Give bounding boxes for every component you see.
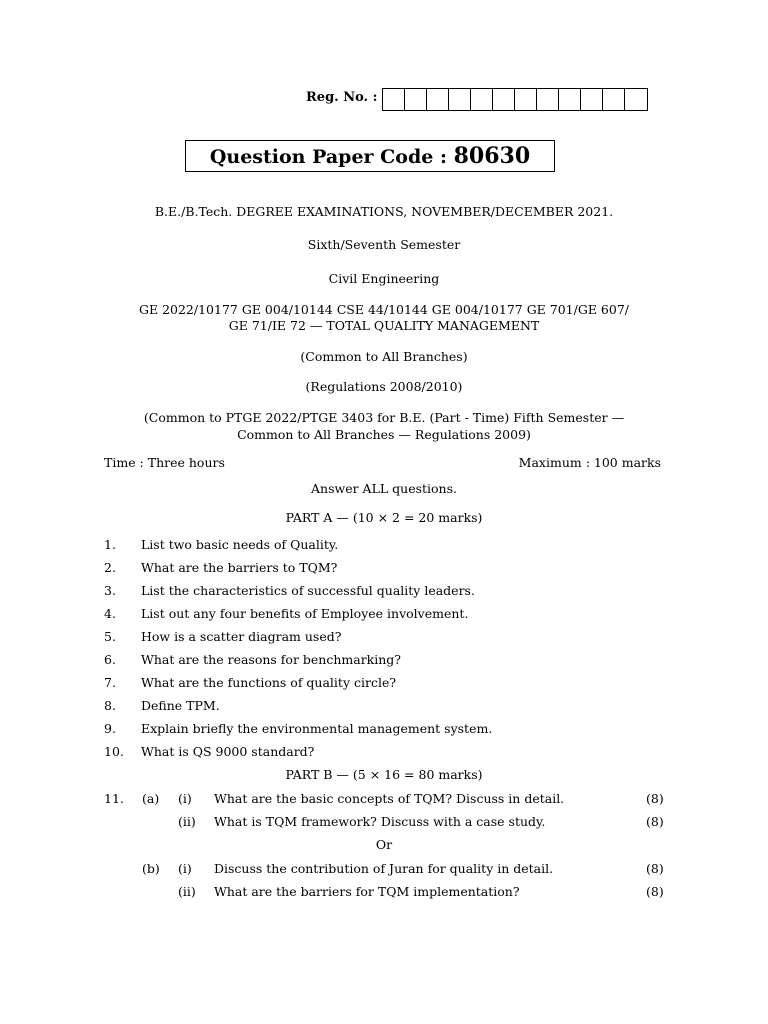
- question-paper-code-box: [185, 140, 555, 172]
- max-marks-label: Maximum : 100 marks: [518, 455, 661, 470]
- regulations: (Regulations 2008/2010): [305, 379, 463, 394]
- reg-no-box: [449, 89, 471, 110]
- reg-no-box: [515, 89, 537, 110]
- marks: (8): [646, 861, 664, 876]
- question-text: List two basic needs of Quality.: [141, 537, 339, 552]
- question-number: 4.: [104, 606, 116, 621]
- subject-codes-line2: GE 71/IE 72 — TOTAL QUALITY MANAGEMENT: [228, 318, 540, 333]
- question-text: What are the reasons for benchmarking?: [141, 652, 402, 667]
- marks: (8): [646, 814, 664, 829]
- subject-codes-line1: GE 2022/10177 GE 004/10144 CSE 44/10144 GE 004/10177 GE 701/GE 607/: [138, 302, 629, 317]
- roman-label: (ii): [178, 814, 196, 829]
- instruction: Answer ALL questions.: [311, 481, 457, 496]
- reg-no-box: [603, 89, 625, 110]
- question-text: What are the basic concepts of TQM? Discuss in detail.: [214, 791, 565, 806]
- reg-no-box: [471, 89, 493, 110]
- question-number: 11.: [104, 791, 124, 806]
- question-text: List out any four benefits of Employee involvement.: [141, 606, 469, 621]
- question-text: Define TPM.: [141, 698, 220, 713]
- reg-no-boxes: [382, 88, 648, 111]
- sub-question-label: (a): [142, 791, 160, 806]
- question-text: Explain briefly the environmental management system.: [141, 721, 493, 736]
- question-text: How is a scatter diagram used?: [141, 629, 342, 644]
- marks: (8): [646, 884, 664, 899]
- marks: (8): [646, 791, 664, 806]
- question-paper-code: 80630: [453, 143, 531, 169]
- sub-question-label: (b): [142, 861, 160, 876]
- question-text: Discuss the contribution of Juran for quality in detail.: [214, 861, 554, 876]
- time-label: Time : Three hours: [104, 455, 225, 470]
- question-text: What is QS 9000 standard?: [141, 744, 315, 759]
- question-number: 2.: [104, 560, 116, 575]
- question-number: 10.: [104, 744, 124, 759]
- reg-no-box: [625, 89, 647, 110]
- reg-no-box: [383, 89, 405, 110]
- roman-label: (i): [178, 861, 192, 876]
- question-paper-code-label: Question Paper Code :: [209, 146, 447, 168]
- question-text: What are the barriers to TQM?: [141, 560, 338, 575]
- common-branches: (Common to All Branches): [300, 349, 468, 364]
- question-number: 1.: [104, 537, 116, 552]
- exam-title: B.E./B.Tech. DEGREE EXAMINATIONS, NOVEMBER/DECEMBER 2021.: [154, 204, 614, 219]
- question-number: 5.: [104, 629, 116, 644]
- roman-label: (i): [178, 791, 192, 806]
- question-number: 3.: [104, 583, 116, 598]
- part-a-title: PART A — (10 × 2 = 20 marks): [285, 510, 483, 525]
- reg-no-box: [405, 89, 427, 110]
- reg-no-box: [427, 89, 449, 110]
- reg-no-box: [581, 89, 603, 110]
- question-number: 7.: [104, 675, 116, 690]
- reg-no-box: [493, 89, 515, 110]
- part-b-title: PART B — (5 × 16 = 80 marks): [285, 767, 483, 782]
- semester: Sixth/Seventh Semester: [307, 237, 461, 252]
- question-text: What are the functions of quality circle?: [141, 675, 397, 690]
- question-number: 9.: [104, 721, 116, 736]
- department: Civil Engineering: [328, 271, 440, 286]
- or-separator: Or: [375, 837, 393, 852]
- common-ptge-line1: (Common to PTGE 2022/PTGE 3403 for B.E. (Part - Time) Fifth Semester —: [143, 410, 625, 425]
- roman-label: (ii): [178, 884, 196, 899]
- question-text: What is TQM framework? Discuss with a case study.: [214, 814, 546, 829]
- common-ptge-line2: Common to All Branches — Regulations 2009): [237, 427, 531, 442]
- reg-no-box: [537, 89, 559, 110]
- question-number: 8.: [104, 698, 116, 713]
- question-text: What are the barriers for TQM implementation?: [214, 884, 520, 899]
- question-number: 6.: [104, 652, 116, 667]
- question-text: List the characteristics of successful quality leaders.: [141, 583, 475, 598]
- reg-no-label: Reg. No. :: [306, 90, 378, 105]
- reg-no-box: [559, 89, 581, 110]
